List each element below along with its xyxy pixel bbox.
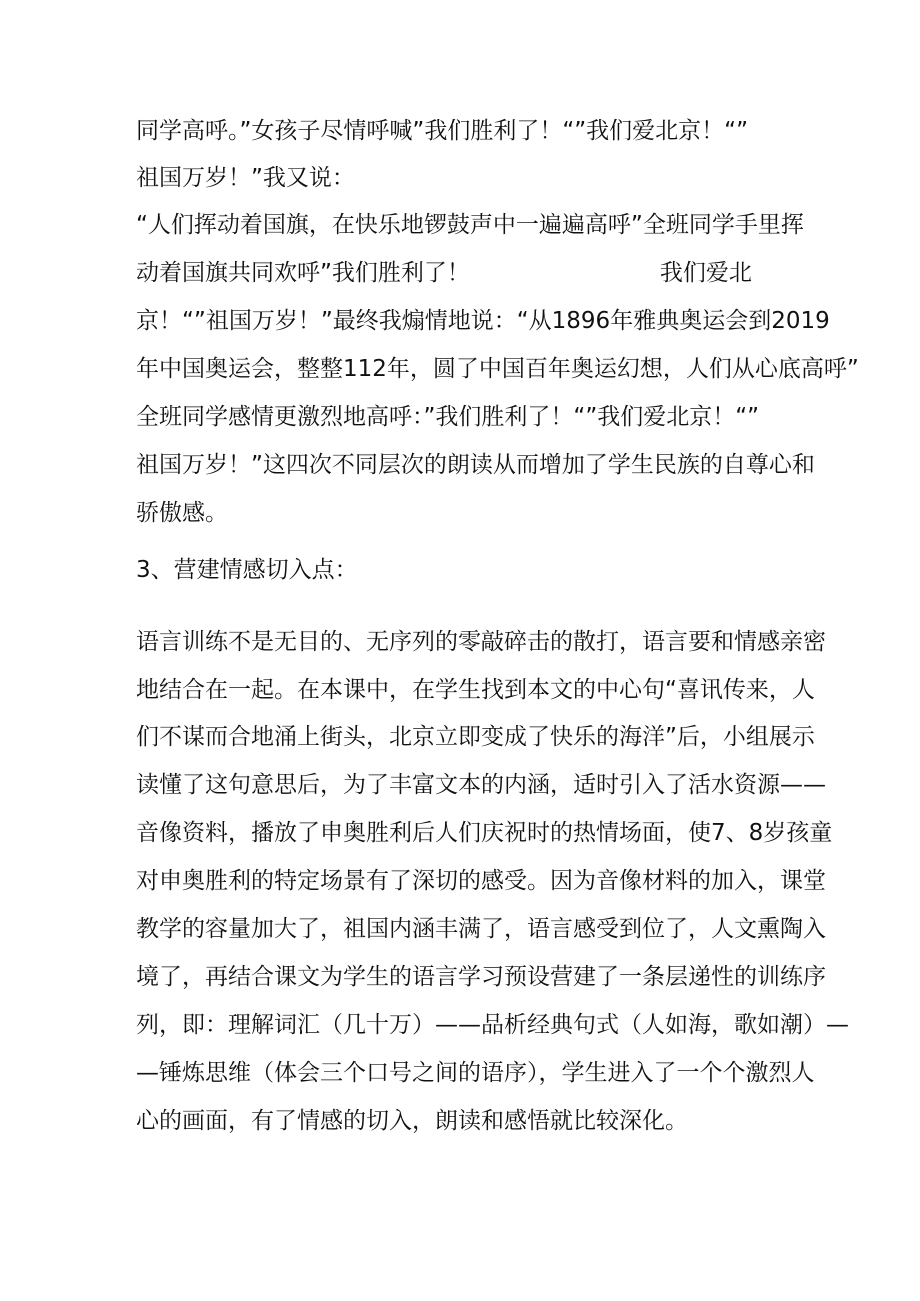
text-line-tail: 我们爱北 xyxy=(659,260,752,286)
text-line: “人们挥动着国旗，在快乐地锣鼓声中一遍遍高呼”全班同学手里挥 xyxy=(136,212,804,238)
text-line: 教学的容量加大了，祖国内涵丰满了，语言感受到位了，人文熏陶入 xyxy=(136,916,826,942)
text-line-head: 动着国旗共同欢呼”我们胜利了！ xyxy=(136,260,470,286)
text-line: 骄傲感。 xyxy=(136,500,228,526)
text-line: 心的画面，有了情感的切入，朗读和感悟就比较深化。 xyxy=(136,1108,688,1134)
text-line: 境了，再结合课文为学生的语言学习预设营建了一条层递性的训练序 xyxy=(136,964,826,990)
text-line: 读懂了这句意思后，为了丰富文本的内涵，适时引入了活水资源—— xyxy=(136,772,826,798)
text-line: 们不谋而合地涌上街头，北京立即变成了快乐的海洋”后，小组展示 xyxy=(136,724,815,750)
text-line: 对申奥胜利的特定场景有了深切的感受。因为音像材料的加入，课堂 xyxy=(136,868,826,894)
text-line: 京！“”祖国万岁！”最终我煽情地说：“从1896年雅典奥运会到2019 xyxy=(136,308,830,334)
text-line: 年中国奥运会，整整112年，圆了中国百年奥运幻想，人们从心底高呼” xyxy=(136,356,859,382)
text-line xyxy=(136,258,752,288)
text-line: 祖国万岁！”这四次不同层次的朗读从而增加了学生民族的自尊心和 xyxy=(136,452,815,478)
text-line: 祖国万岁！”我又说： xyxy=(136,165,355,191)
text-line: 列，即：理解词汇（几十万）——品析经典句式（人如海，歌如潮）— xyxy=(136,1012,849,1038)
section-heading: 3、营建情感切入点： xyxy=(136,557,358,583)
text-line: —锤炼思维（体会三个口号之间的语序），学生进入了一个个激烈人 xyxy=(136,1060,815,1086)
text-line: 全班同学感情更激烈地高呼：”我们胜利了！“”我们爱北京！“” xyxy=(136,404,760,430)
text-line: 同学高呼。”女孩子尽情呼喊”我们胜利了！“”我们爱北京！“” xyxy=(136,118,748,144)
text-line: 语言训练不是无目的、无序列的零敲碎击的散打，语言要和情感亲密 xyxy=(136,629,826,655)
text-line: 地结合在一起。在本课中，在学生找到本文的中心句“喜讯传来，人 xyxy=(136,677,815,703)
text-line: 音像资料，播放了申奥胜利后人们庆祝时的热情场面，使7、8岁孩童 xyxy=(136,820,833,846)
